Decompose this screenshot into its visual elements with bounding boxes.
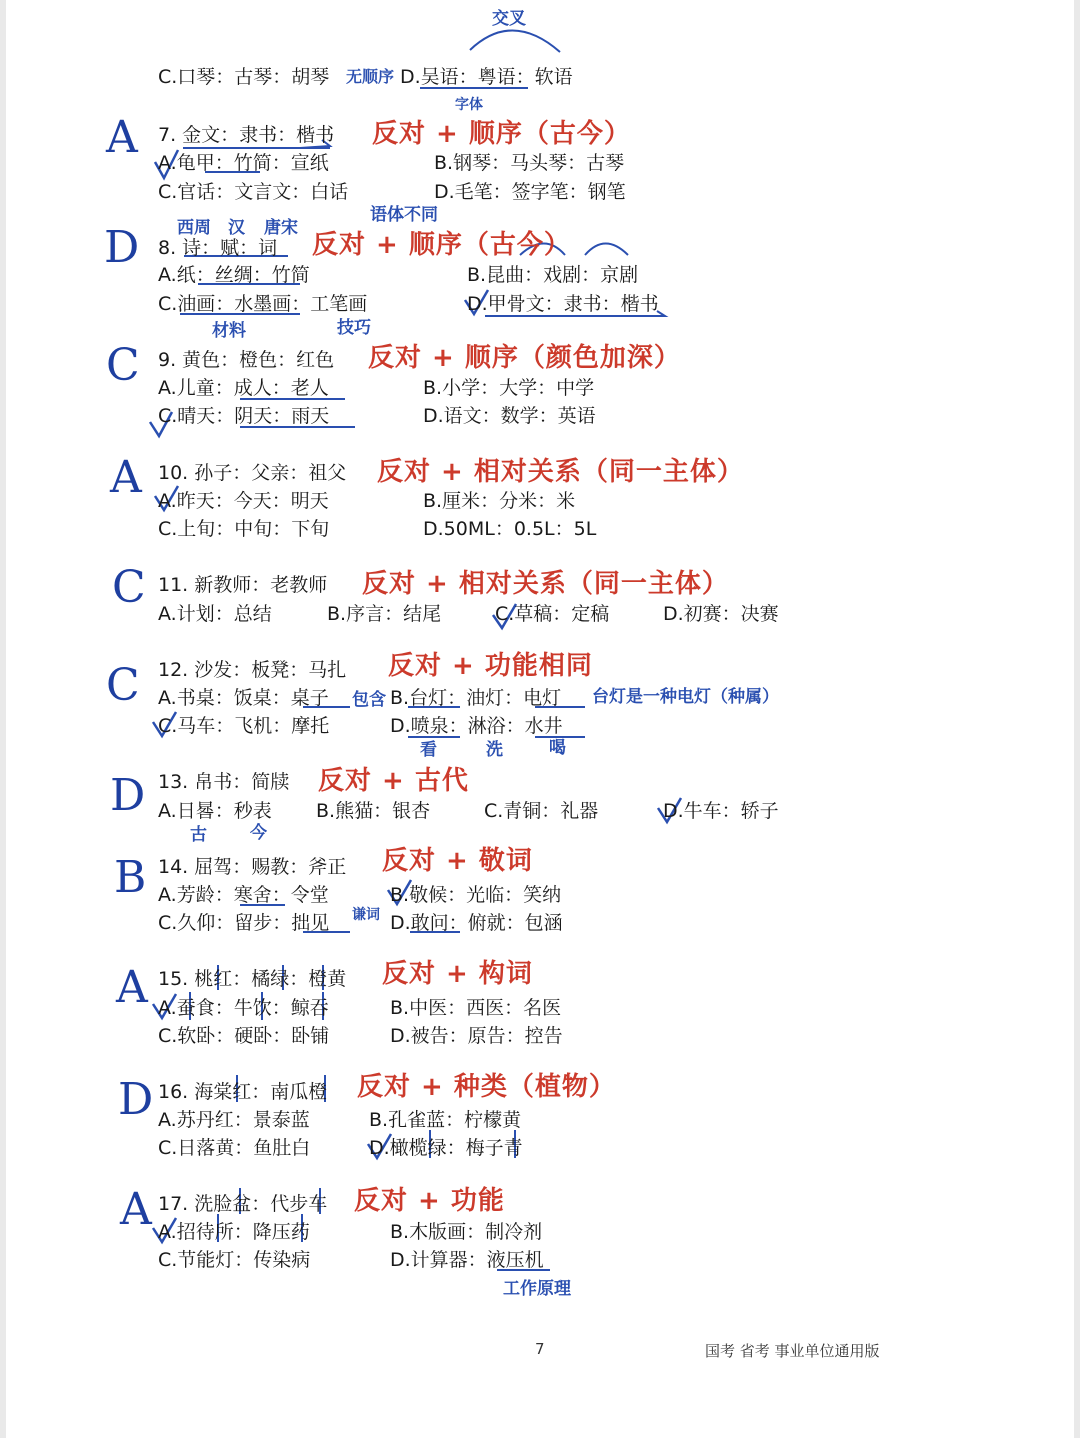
q12-option-a: A.书桌：饭桌：桌子	[158, 687, 329, 709]
q13-option-a: A.日晷：秒表	[158, 800, 272, 822]
q13-stem: 13. 帛书：简牍	[158, 771, 290, 793]
q12-option-c: C.马车：飞机：摩托	[158, 715, 330, 737]
q15-option-d: D.被告：原告：控告	[390, 1025, 563, 1047]
q12-stem: 12. 沙发：板凳：马扎	[158, 659, 347, 681]
q9-option-c: C.晴天：阴天：雨天	[158, 405, 330, 427]
q14-option-d: D.敢问：俯就：包涵	[390, 912, 563, 934]
q7-rule: 反对 + 顺序（古今）	[372, 119, 631, 149]
page-edge-left	[0, 0, 6, 1438]
edition-label: 国考 省考 事业单位通用版	[705, 1342, 880, 1360]
q9-stem: 9. 黄色：橙色：红色	[158, 349, 335, 371]
q11-rule: 反对 + 相对关系（同一主体）	[362, 569, 729, 599]
arc-q8b2	[585, 244, 628, 256]
q8-stem: 8. 诗：赋：词	[158, 237, 278, 259]
q16-rule: 反对 + 种类（植物）	[357, 1072, 616, 1102]
q17-option-b: B.木版画：制冷剂	[390, 1221, 543, 1243]
q12-note-5: 喝	[549, 738, 566, 758]
q9-option-b: B.小学：大学：中学	[423, 377, 595, 399]
q15-option-c: C.软卧：硬卧：卧铺	[158, 1025, 330, 1047]
q12-rule: 反对 + 功能相同	[388, 651, 593, 681]
q7-stem: 7. 金文：隶书：楷书	[158, 124, 335, 146]
q6-note-1: 无顺序	[346, 67, 395, 86]
q10-stem: 10. 孙子：父亲：祖父	[158, 462, 347, 484]
q11-option-d: D.初赛：决赛	[663, 603, 779, 625]
q11-option-a: A.计划：总结	[158, 603, 272, 625]
q7-option-a: A.龟甲：竹简：宣纸	[158, 152, 329, 174]
q8-note-5: 材料	[212, 321, 246, 341]
q9-option-d: D.语文：数学：英语	[423, 405, 596, 427]
q15-answer: A	[116, 962, 148, 1013]
q6-option-d: D.吴语：粤语：软语	[400, 66, 573, 88]
q10-option-c: C.上旬：中旬：下旬	[158, 518, 330, 540]
q13-note-1: 古	[190, 825, 207, 845]
q6-option-c: C.口琴：古琴：胡琴	[158, 66, 330, 88]
q17-stem: 17. 洗脸盆：代步车	[158, 1193, 328, 1215]
q17-option-c: C.节能灯：传染病	[158, 1249, 311, 1271]
q14-option-b: B.敬候：光临：笑纳	[390, 884, 562, 906]
q7-note: 字体	[455, 97, 483, 113]
q8-note-2: 汉	[228, 218, 245, 238]
q8-rule: 反对 + 顺序（古今）	[312, 230, 571, 260]
q14-stem: 14. 屈驾：赐教：斧正	[158, 856, 347, 878]
q12-note-1: 包含	[352, 690, 386, 710]
q17-option-d: D.计算器：液压机	[390, 1249, 544, 1271]
page-edge-right	[1074, 0, 1080, 1438]
q12-note-3: 看	[420, 740, 437, 760]
q6-note-2: 交叉	[492, 9, 526, 29]
q13-option-b: B.熊猫：银杏	[316, 800, 431, 822]
q10-rule: 反对 + 相对关系（同一主体）	[377, 457, 744, 487]
q17-rule: 反对 + 功能	[354, 1186, 505, 1216]
q12-answer: C	[106, 660, 140, 711]
q7-answer: A	[106, 112, 138, 163]
q8-note-6: 技巧	[337, 318, 371, 338]
q8-option-d: D.甲骨文：隶书：楷书	[467, 293, 659, 315]
q8-option-b: B.昆曲：戏剧：京剧	[467, 264, 639, 286]
q7-option-c: C.官话：文言文：白话	[158, 181, 349, 203]
q15-rule: 反对 + 构词	[382, 959, 533, 989]
q11-option-b: B.序言：结尾	[327, 603, 442, 625]
q11-stem: 11. 新教师：老教师	[158, 574, 328, 596]
q15-option-b: B.中医：西医：名医	[390, 997, 562, 1019]
q12-note-4: 洗	[486, 740, 503, 760]
q14-option-c: C.久仰：留步：拙见	[158, 912, 330, 934]
q12-option-d: D.喷泉：淋浴：水井	[390, 715, 563, 737]
q13-answer: D	[110, 770, 146, 821]
q13-option-d: D.牛车：轿子	[663, 800, 779, 822]
q16-stem: 16. 海棠红：南瓜橙	[158, 1081, 328, 1103]
q15-option-a: A.蚕食：牛饮：鲸吞	[158, 997, 329, 1019]
q12-note-2: 台灯是一种电灯（种属）	[592, 687, 779, 707]
q9-answer: C	[106, 340, 140, 391]
q12-option-b: B.台灯：油灯：电灯	[390, 687, 562, 709]
q17-answer: A	[120, 1184, 152, 1235]
q9-option-a: A.儿童：成人：老人	[158, 377, 329, 399]
q11-option-c: C.草稿：定稿	[495, 603, 610, 625]
q8-answer: D	[104, 222, 140, 273]
q13-option-c: C.青铜：礼器	[484, 800, 599, 822]
q13-rule: 反对 + 古代	[318, 766, 469, 796]
q17-option-a: A.招待所：降压药	[158, 1221, 310, 1243]
q10-option-b: B.厘米：分米：米	[423, 490, 576, 512]
q7-option-b: B.钢琴：马头琴：古琴	[434, 152, 625, 174]
q16-option-c: C.日落黄：鱼肚白	[158, 1137, 311, 1159]
q10-option-a: A.昨天：今天：明天	[158, 490, 329, 512]
q16-option-a: A.苏丹红：景泰蓝	[158, 1109, 310, 1131]
q13-note-2: 今	[250, 823, 267, 843]
q14-answer: B	[114, 852, 147, 903]
q10-option-d: D.50ML：0.5L：5L	[423, 518, 597, 540]
q8-note-1: 西周	[177, 218, 211, 238]
q14-note-1: 谦词	[352, 907, 380, 923]
q16-option-d: D.橄榄绿：梅子青	[369, 1137, 523, 1159]
page-number: 7	[535, 1340, 545, 1358]
q16-option-b: B.孔雀蓝：柠檬黄	[369, 1109, 522, 1131]
q8-option-a: A.纸：丝绸：竹简	[158, 264, 310, 286]
q15-stem: 15. 桃红：橘绿：橙黄	[158, 968, 347, 990]
q17-note-1: 工作原理	[503, 1279, 571, 1299]
q8-note-4: 语体不同	[370, 205, 438, 225]
q11-answer: C	[112, 562, 146, 613]
q7-option-d: D.毛笔：签字笔：钢笔	[434, 181, 626, 203]
q16-answer: D	[118, 1074, 154, 1125]
q8-option-c: C.油画：水墨画：工笔画	[158, 293, 368, 315]
q14-option-a: A.芳龄：寒舍：令堂	[158, 884, 329, 906]
q10-answer: A	[110, 452, 142, 503]
q8-note-3: 唐宋	[264, 218, 298, 238]
arc-q6	[470, 30, 560, 52]
q14-rule: 反对 + 敬词	[382, 846, 533, 876]
q9-rule: 反对 + 顺序（颜色加深）	[368, 343, 681, 373]
